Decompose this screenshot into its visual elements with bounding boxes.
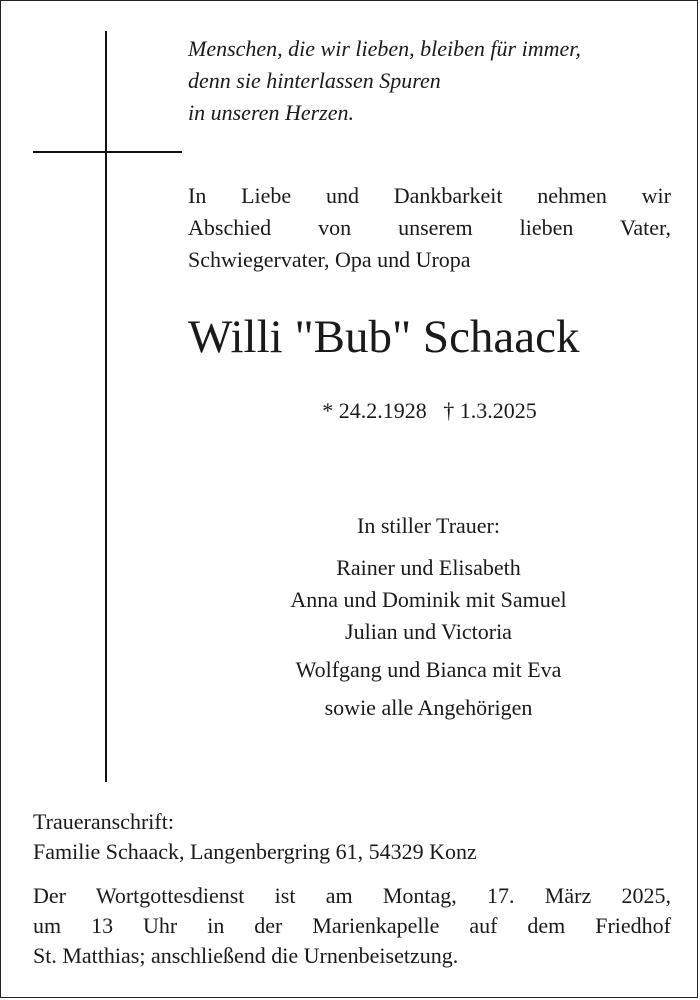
intro-line: Abschied von unserem lieben Vater, [188, 215, 671, 240]
service-info [33, 881, 671, 971]
intro-line: Schwiegervater, Opa und Uropa [188, 247, 471, 272]
motto-line: denn sie hinterlassen Spuren [188, 68, 441, 93]
mourner-name: Julian und Victoria [345, 619, 512, 644]
motto-line: Menschen, die wir lieben, bleiben für immer, [188, 36, 581, 61]
address-line: Familie Schaack, Langenbergring 61, 54329 Konz [33, 839, 477, 864]
mourners-block [201, 510, 656, 724]
cross-icon-vertical [105, 31, 107, 782]
mourner-name: Rainer und Elisabeth [336, 555, 521, 580]
mourners-others: sowie alle Angehörigen [324, 695, 533, 720]
intro-line: In Liebe und Dankbarkeit nehmen wir [188, 183, 671, 208]
intro-text [188, 180, 671, 276]
mourners-group [201, 552, 656, 648]
service-line: Der Wortgottesdienst ist am Montag, 17. März 2025, [33, 883, 671, 908]
address-label: Traueranschrift: [33, 809, 174, 834]
motto-line: in unseren Herzen. [188, 100, 354, 125]
mourner-name: Anna und Dominik mit Samuel [290, 587, 567, 612]
motto-verse [188, 33, 668, 129]
mourners-heading: In stiller Trauer: [357, 513, 500, 538]
service-line: um 13 Uhr in der Marienkapelle auf dem Friedhof [33, 913, 671, 938]
service-line: St. Matthias; anschließend die Urnenbeisetzung. [33, 943, 459, 968]
mourner-name: Wolfgang und Bianca mit Eva [295, 657, 562, 682]
notice-footer [33, 807, 671, 971]
cross-icon-horizontal [33, 151, 182, 153]
life-dates: * 24.2.1928 † 1.3.2025 [322, 398, 537, 423]
deceased-name: Willi "Bub" Schaack [188, 311, 580, 363]
